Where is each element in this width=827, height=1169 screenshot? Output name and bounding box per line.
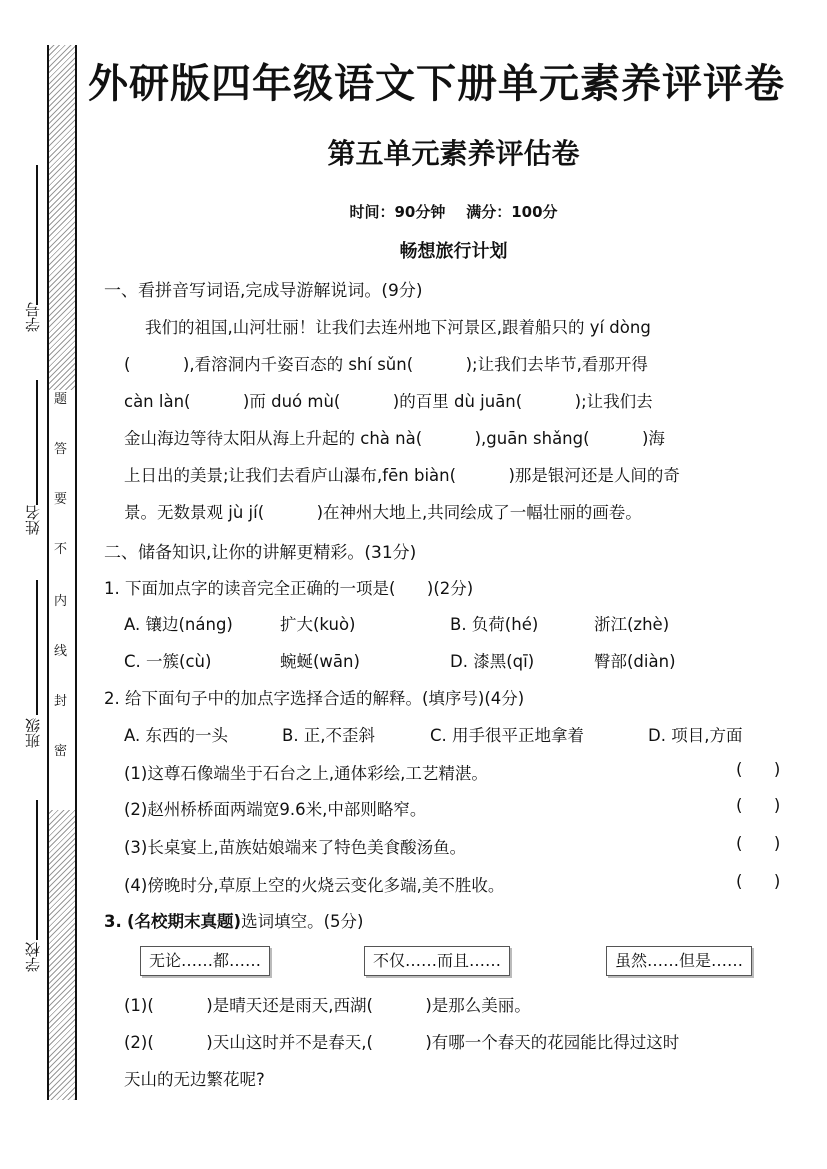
student-id-label: 学号 — [24, 302, 42, 332]
q3-stem — [104, 908, 363, 932]
seal-char: 不 — [54, 542, 68, 557]
time-score-info: 时间：90分钟 满分：100分 — [349, 203, 558, 221]
q2-choice: D. 项目,方面 — [648, 726, 743, 745]
q1-option: 扩大(kuò) — [280, 615, 356, 634]
answer-blank[interactable]: ( ) — [736, 760, 781, 779]
word-choice-box: 无论……都…… — [140, 946, 270, 976]
q2-item: (1)这尊石像端坐于石台之上,通体彩绘,工艺精湛。 — [124, 764, 488, 783]
seal-char: 题 — [54, 392, 68, 407]
q2-stem: 2. 给下面句子中的加点字选择合适的解释。(填序号)(4分) — [104, 689, 525, 708]
q1-option: D. 漆黑(qī) — [450, 652, 535, 671]
section1-heading: 一、看拼音写词语,完成导游解说词。(9分) — [104, 281, 423, 301]
school-line[interactable] — [36, 800, 38, 940]
q2-choice: B. 正,不歪斜 — [282, 726, 376, 745]
student-id-line[interactable] — [36, 165, 38, 305]
seal-char: 封 — [54, 694, 68, 709]
name-label: 姓名 — [24, 505, 42, 535]
q1-stem: 1. 下面加点字的读音完全正确的一项是( )(2分) — [104, 579, 474, 598]
class-label: 班级 — [24, 718, 42, 748]
seal-char: 答 — [54, 442, 68, 457]
q1-option: C. 一簇(cù) — [124, 652, 212, 671]
passage-line: ( ),看溶洞内千姿百态的 shí sǔn( );让我们去毕节,看那开得 — [124, 355, 648, 374]
unit-title: 第五单元素养评估卷 — [327, 137, 580, 170]
answer-blank[interactable]: ( ) — [736, 796, 781, 815]
q3-text: 选词填空。(5分) — [241, 912, 364, 931]
q3-item: (1)( )是晴天还是雨天,西湖( )是那么美丽。 — [124, 996, 531, 1015]
passage-line: 我们的祖国,山河壮丽！让我们去连州地下河景区,跟着船只的 yí dòng — [124, 318, 651, 337]
q3-item: (2)( )天山这时并不是春天,( )有哪一个春天的花园能比得过这时 — [124, 1033, 680, 1052]
answer-blank[interactable]: ( ) — [736, 872, 781, 891]
name-line[interactable] — [36, 380, 38, 505]
school-label: 学校 — [24, 942, 42, 972]
q3-item: 天山的无边繁花呢? — [124, 1070, 265, 1089]
q1-option: A. 镶边(náng) — [124, 615, 233, 634]
word-choice-box: 虽然……但是…… — [606, 946, 752, 976]
q2-item: (2)赵州桥桥面两端宽9.6米,中部则略窄。 — [124, 800, 427, 819]
seal-char: 线 — [54, 644, 68, 659]
q1-option: B. 负荷(hé) — [450, 615, 539, 634]
q2-item: (3)长桌宴上,苗族姑娘端来了特色美食酸汤鱼。 — [124, 838, 467, 857]
q1-option: 浙江(zhè) — [594, 615, 670, 634]
q1-option: 臀部(diàn) — [594, 652, 676, 671]
answer-blank[interactable]: ( ) — [736, 834, 781, 853]
q2-choice: A. 东西的一头 — [124, 726, 228, 745]
q3-number: 3. — [104, 912, 122, 931]
word-choice-box: 不仅……而且…… — [364, 946, 510, 976]
section2-heading: 二、储备知识,让你的讲解更精彩。(31分) — [104, 543, 417, 563]
class-line[interactable] — [36, 580, 38, 715]
passage-line: 景。无数景观 jù jí( )在神州大地上,共同绘成了一幅壮丽的画卷。 — [124, 503, 642, 522]
passage-title: 畅想旅行计划 — [399, 241, 508, 262]
seal-char: 内 — [54, 594, 68, 609]
passage-line: càn làn( )而 duó mù( )的百里 dù juān( );让我们去 — [124, 392, 653, 411]
q3-tag: (名校期末真题) — [127, 912, 242, 931]
passage-line: 金山海边等待太阳从海上升起的 chà nà( ),guān shǎng( )海 — [124, 429, 665, 448]
q1-option: 蜿蜒(wān) — [280, 652, 360, 671]
seal-char: 密 — [54, 744, 68, 759]
seal-char: 要 — [54, 492, 68, 507]
document-title: 外研版四年级语文下册单元素养评评卷 — [88, 61, 785, 107]
q2-choice: C. 用手很平正地拿着 — [430, 726, 585, 745]
q2-item: (4)傍晚时分,草原上空的火烧云变化多端,美不胜收。 — [124, 876, 505, 895]
passage-line: 上日出的美景;让我们去看庐山瀑布,fēn biàn( )那是银河还是人间的奇 — [124, 466, 680, 485]
